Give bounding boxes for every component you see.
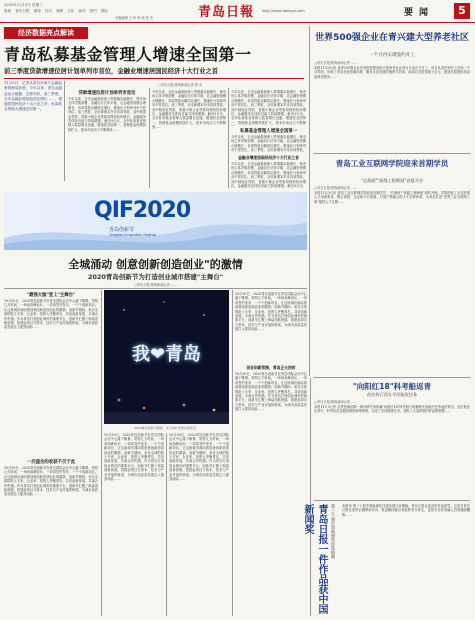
nav-item[interactable]: 城事 xyxy=(55,9,64,13)
nav-item[interactable]: 要闻 xyxy=(33,9,41,13)
divider xyxy=(4,78,304,79)
award-headline: 青岛日报一件作品获中国新闻奖 xyxy=(302,504,327,614)
col-divider xyxy=(228,88,229,188)
award-title-block xyxy=(302,504,338,616)
story-kicker: 经济数据亮点解读 xyxy=(4,27,88,39)
nav-item[interactable]: 经济 xyxy=(44,9,52,13)
nav-item[interactable]: 国际 xyxy=(100,9,108,13)
main-headline: 青岛私募基金管理人增速全国第一 xyxy=(4,45,252,64)
intro-sidebar xyxy=(4,81,65,181)
intro-text: 11月3日，记者从青岛市地方金融监督管理局获悉，今年以来，青岛金融业运行稳健、态势向好。前三季度，全市金融业增加值同比增长……，增速居国民经济十大行业之首；私募基金管理人增速全国第一。 xyxy=(4,81,62,112)
divider xyxy=(314,153,470,154)
main-col-3c: 今年以来，全市金融系统深入贯彻落实稳增长、保市场主体决策部署，金融运行总体平稳，社会融资规模合理增长，各项贷款余额同比增长，增速在计划单列市中居首位。前三季度，全市新增本外币各项贷款，其中制造业贷款、普惠小微企业贷款均保持较快增长，金融服务实体经济能力持续增强。截至9月末， xyxy=(231,162,306,188)
main-col-3a: 今年以来，全市金融系统深入贯彻落实稳增长、保市场主体决策部署，金融运行总体平稳，社会融资规模合理增长，各项贷款余额同比增长，增速在计划单列市中居首位。前三季度，全市新增本外币各项贷款，其中制造业贷款、普惠小微企业贷款均保持较快增长，金融服务实体经济能力持续增强。截至9月末，全市私募基金管理人数量增长迅速，增速居全国第一，管理基金规模持续扩大，资本市场活力不断释 xyxy=(231,90,306,125)
right-subheadline-2: "总裁班""高级工程师班"首批开学 xyxy=(360,178,424,183)
award-body: 本报讯 第三十届中国新闻奖评选结果日前揭晓，青岛日报社选送的作品获奖。这是对青岛日报社坚持正确舆论导向、推进媒体融合发展的充分肯定，也是对全体采编人员的激励鞭策…… xyxy=(342,504,470,517)
main-byline: □青岛日报/观海新闻记者 廖 克 xyxy=(157,83,203,87)
main-col-3b: 今年以来，全市金融系统深入贯彻落实稳增长、保市场主体决策部署，金融运行总体平稳，社会融资规模合理增长，各项贷款余额同比增长，增速在计划单列市中居首位。前三季度，全市新增本外币各项贷款， xyxy=(231,135,306,153)
feature-headline: 全城涌动 创意创新创造创业"的激情 xyxy=(68,258,243,271)
masthead xyxy=(0,0,475,23)
right-byline-1: □青岛日报/观海新闻记者 …… xyxy=(314,61,358,65)
feature-col-1a: 10月30日，2020青岛创新节在青岛国际会议中心落下帷幕。短短几天时间，一场场高峰论坛、一项项签约发布、一个个创新项目，让这座城市涌动着创意创新创造创业的激情。创新节期间，来自全球的院士专家、企业家、投资人齐聚青岛，共话创新发展，共谋合作机遇。作为青岛打造创业城市的重要平台，创新节汇聚了海量创新资源，搭建起项目与资本、技术与产业对接的桥梁，为城市高质量发展注入强劲动能…… xyxy=(4,299,98,330)
qif-tagline: Qingdao Innovation Festival xyxy=(109,233,157,237)
right-subheadline-1: 一个月内实现签约开工 xyxy=(369,53,415,58)
newspaper-logo: 青岛日報 xyxy=(198,5,255,20)
main-subheadline: 前三季度贷款增速位居计划单列市首位，金融业增速居国民经济十大行业之首 xyxy=(4,68,219,75)
right-headline-1: 世界500强企业在青兴建大型养老社区 xyxy=(315,33,469,43)
right-byline-2: □青岛日报/观海新闻记者 …… xyxy=(314,186,358,190)
col-divider xyxy=(310,378,311,616)
nav-item[interactable]: 国内 xyxy=(89,9,97,13)
right-byline-3: □青岛日报/观海新闻记者 …… xyxy=(314,400,358,404)
award-subheadline: 第三十届中国新闻奖评选揭晓 xyxy=(331,504,336,559)
feature-section-3: 创业创新氛围，青岛正火热时 xyxy=(246,365,296,370)
qif-logo: QIF2020 xyxy=(94,198,191,223)
date-line: 2020年11月4日 星期三 xyxy=(4,3,43,7)
nav-bar xyxy=(4,9,108,14)
photo-caption: 2020青岛创新节期间，无人机灯光秀点亮夜空。 xyxy=(134,426,199,430)
feature-section-1: "最强大脑"登上"主舞台" xyxy=(26,293,76,298)
feature-byline: □青岛日报/观海新闻记者 …… xyxy=(133,283,178,287)
qif-banner xyxy=(4,192,307,250)
drone-text: 我❤青岛 xyxy=(131,344,202,365)
right-body-3: 本报11月3日讯 自然资源部第一海洋研究所所属"向阳红18"科考船日前顺利完成航次任务返回青岛。此次航次任务中，科考队员克服疫情影响等困难，完成了多项调查任务，获取了大量珍贵的样品和数据…… xyxy=(314,405,470,414)
feature-col-3: 10月30日，2020青岛创新节在青岛国际会议中心落下帷幕。短短几天时间，一场场高峰论坛、一项项签约发布、一个个创新项目，让这座城市涌动着创意创新创造创业的激情。创新节期间，来自全球的院士专家、企业家、投资人齐聚青岛，共话创新发展，共谋合作机遇。作为青岛打造创业城市的重要平台，创新节汇聚了海量创新资源，搭建起项目与资本、技术与产业对接的桥梁，为城市高质量发展注入强劲动能…… xyxy=(169,433,229,482)
nav-item[interactable]: 版面 xyxy=(4,9,12,13)
right-body-1: 本报11月3日讯 世界500强企业在青投资建设的大型养老社区项目日前正式开工，项目从签约到开工仅用一个月时间，体现了青岛优化营商环境、服务企业发展的速度与效率。该项目总投资数十亿元，建成后将提供高品质养老服务…… xyxy=(314,66,470,79)
col-divider xyxy=(149,88,150,188)
editor-line: 本版编辑 王 伟 审 读 张 杰 xyxy=(115,16,153,20)
page-number: 5 xyxy=(454,3,470,19)
feature-col-1b: 10月30日，2020青岛创新节在青岛国际会议中心落下帷幕。短短几天时间，一场场高峰论坛、一项项签约发布、一个个创新项目，让这座城市涌动着创意创新创造创业的激情。创新节期间，来自全球的院士专家、企业家、投资人齐聚青岛，共话创新发展，共谋合作机遇。作为青岛打造创业城市的重要平台，创新节汇聚了海量创新资源，搭建起项目与资本、技术与产业对接的桥梁，为城市高质量发展注入强劲动能…… xyxy=(4,466,98,497)
drone-show-photo xyxy=(104,290,229,424)
feature-subheadline: 2020青岛创新节为打造创业城市搭建"主舞台" xyxy=(87,273,224,281)
col-divider xyxy=(101,290,102,616)
right-headline-2: 青岛工业互联网学院迎来首期学员 xyxy=(335,159,449,168)
feature-col-2: 10月30日，2020青岛创新节在青岛国际会议中心落下帷幕。短短几天时间，一场场高峰论坛、一项项签约发布、一个个创新项目，让这座城市涌动着创意创新创造创业的激情。创新节期间，来自全球的院士专家、企业家、投资人齐聚青岛，共话创新发展，共谋合作机遇。作为青岛打造创业城市的重要平台，创新节汇聚了海量创新资源，搭建起项目与资本、技术与产业对接的桥梁，为城市高质量发展注入强劲动能…… xyxy=(104,433,164,482)
site-url[interactable]: http://www.dailyqd.com xyxy=(262,9,305,13)
col-divider xyxy=(232,290,233,616)
feature-col-4a: 10月30日，2020青岛创新节在青岛国际会议中心落下帷幕。短短几天时间，一场场高峰论坛、一项项签约发布、一个个创新项目，让这座城市涌动着创意创新创造创业的激情。创新节期间，来自全球的院士专家、企业家、投资人齐聚青岛，共话创新发展，共谋合作机遇。作为青岛打造创业城市的重要平台，创新节汇聚了海量创新资源，搭建起项目与资本、技术与产业对接的桥梁，为城市高质量发展注入强劲动能…… xyxy=(235,292,307,332)
col-divider xyxy=(166,433,167,616)
right-body-2: 本报11月3日讯 青岛工业互联网学院迎来首期学员，"总裁班""高级工程师班"同时开班。学院围绕工业互联网人才培养需求，整合高校、企业和平台资源，打造产教融合的人才培养体系，为青岛打造"世界工业互联网之都"提供人才支撑…… xyxy=(314,191,470,204)
main-col-1: 今年以来，全市金融系统深入贯彻落实稳增长、保市场主体决策部署，金融运行总体平稳，社会融资规模合理增长，各项贷款余额同比增长，增速在计划单列市中居首位。前三季度，全市新增本外币各项贷款，其中制造业贷款、普惠小微企业贷款均保持较快增长，金融服务实体经济能力持续增强。截至9月末，全市私募基金管理人数量增长迅速，增速居全国第一，管理基金规模持续扩大，资本市场活力不断释放…… xyxy=(68,97,146,132)
divider xyxy=(4,288,307,289)
nav-item[interactable]: 文体 xyxy=(67,9,75,13)
section-heading-2: 私募基金管理人增速全国第一 xyxy=(239,129,298,134)
section-heading-1: 贷款增速位居计划单列市首位 xyxy=(78,91,136,96)
nav-item[interactable]: 青岛日报 xyxy=(15,9,30,13)
qif-logo-sub: 青岛创新节 xyxy=(109,227,135,233)
main-col-2: 今年以来，全市金融系统深入贯彻落实稳增长、保市场主体决策部署，金融运行总体平稳，社会融资规模合理增长，各项贷款余额同比增长，增速在计划单列市中居首位。前三季度，全市新增本外币各项贷款，其中制造业贷款、普惠小微企业贷款均保持较快增长，金融服务实体经济能力持续增强。截至9月末，全市私募基金管理人数量增长迅速，增速居全国第一，管理基金规模持续扩大，资本市场活力不断释放…… xyxy=(152,90,226,130)
right-subheadline-3: 首次执行西太平洋航次任务 xyxy=(366,392,418,397)
right-headline-3: "向阳红18"科考船返青 xyxy=(352,382,432,391)
col-divider xyxy=(309,26,310,376)
divider xyxy=(314,377,470,378)
nav-item[interactable]: 副刊 xyxy=(78,9,86,13)
section-title: 要闻 xyxy=(404,8,435,18)
divider xyxy=(314,500,470,501)
feature-col-4b: 10月30日，2020青岛创新节在青岛国际会议中心落下帷幕。短短几天时间，一场场高峰论坛、一项项签约发布、一个个创新项目，让这座城市涌动着创意创新创造创业的激情。创新节期间，来自全球的院士专家、企业家、投资人齐聚青岛，共话创新发展，共谋合作机遇。作为青岛打造创业城市的重要平台，创新节汇聚了海量创新资源，搭建起项目与资本、技术与产业对接的桥梁，为城市高质量发展注入强劲动能…… xyxy=(235,372,307,412)
feature-section-2: 一次盛会的收获不仅于此 xyxy=(26,460,76,465)
section-heading-3: 金融业增速居国民经济十大行业之首 xyxy=(238,155,299,160)
